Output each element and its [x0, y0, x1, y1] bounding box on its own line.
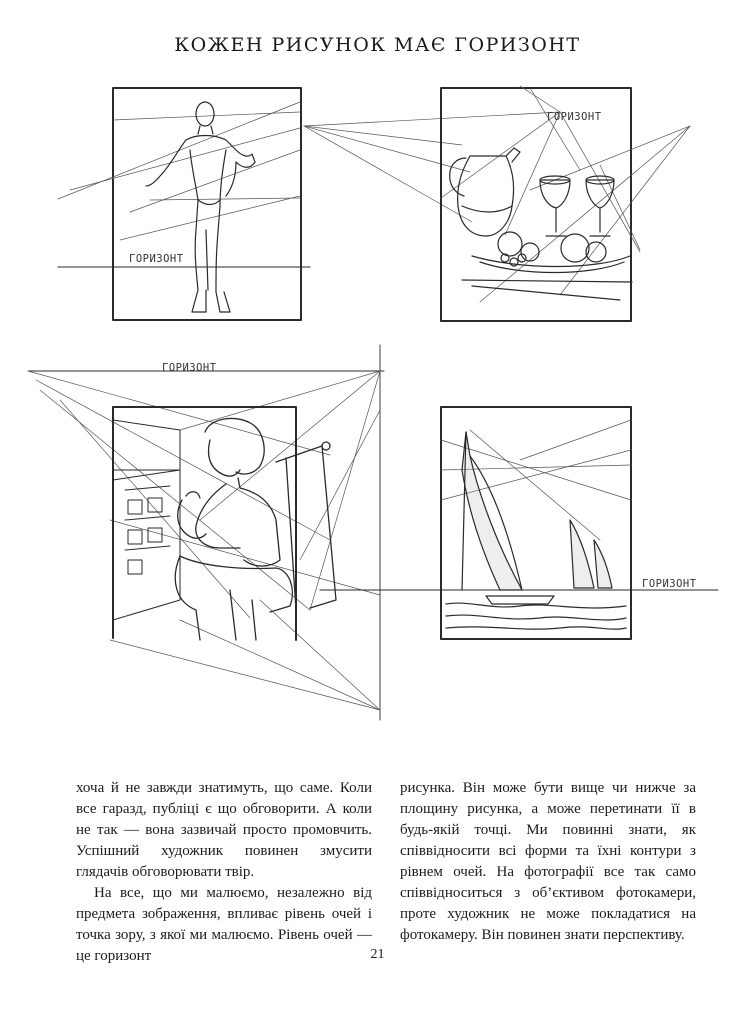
reading-frame: [113, 407, 296, 640]
body-text-left-column: [76, 778, 372, 967]
page-title: КОЖЕН РИСУНОК МАЄ ГОРИЗОНТ: [174, 34, 581, 56]
still-life-horizon-label: ГОРИЗОНТ: [547, 111, 602, 123]
still-life-frame: [441, 88, 631, 321]
left-paragraph-1: хоча й не завжди знатимуть, що саме. Коли все гаразд, публіці є що обговорити. А коли не так — вона зазвичай просто промовчить. Успішний художник повинен змусити глядачів обговорювати твір.: [76, 780, 372, 880]
left-paragraph-2: На все, що ми малюємо, незалежно від предмета зображення, впливає рівень очей і точка зору, з якої ми малюємо. Рівень очей — це горизонт: [76, 885, 372, 964]
figure-horizon-label: ГОРИЗОНТ: [129, 253, 184, 265]
illustration-standing-figure: [58, 88, 310, 320]
illustration-reading-girl: [28, 345, 384, 720]
right-paragraph-1: рисунка. Він може бути вище чи нижче за площину рисунка, а може перетинати її в будь-якій точці. Ми повинні знати, як співвідносити всі форми та їхні контури з рівнем очей. На фотографії все так само співвідноситься з об’єктивом фотокамери, проте художник не може покладатися на фотокамеру. Він повинен знати перспективу.: [400, 780, 696, 943]
body-text-right-column: [400, 778, 696, 946]
illustration-still-life: [441, 86, 690, 321]
sailboats-horizon-label: ГОРИЗОНТ: [642, 578, 697, 590]
page-number: 21: [370, 947, 385, 962]
reading-horizon-label: ГОРИЗОНТ: [162, 362, 217, 374]
